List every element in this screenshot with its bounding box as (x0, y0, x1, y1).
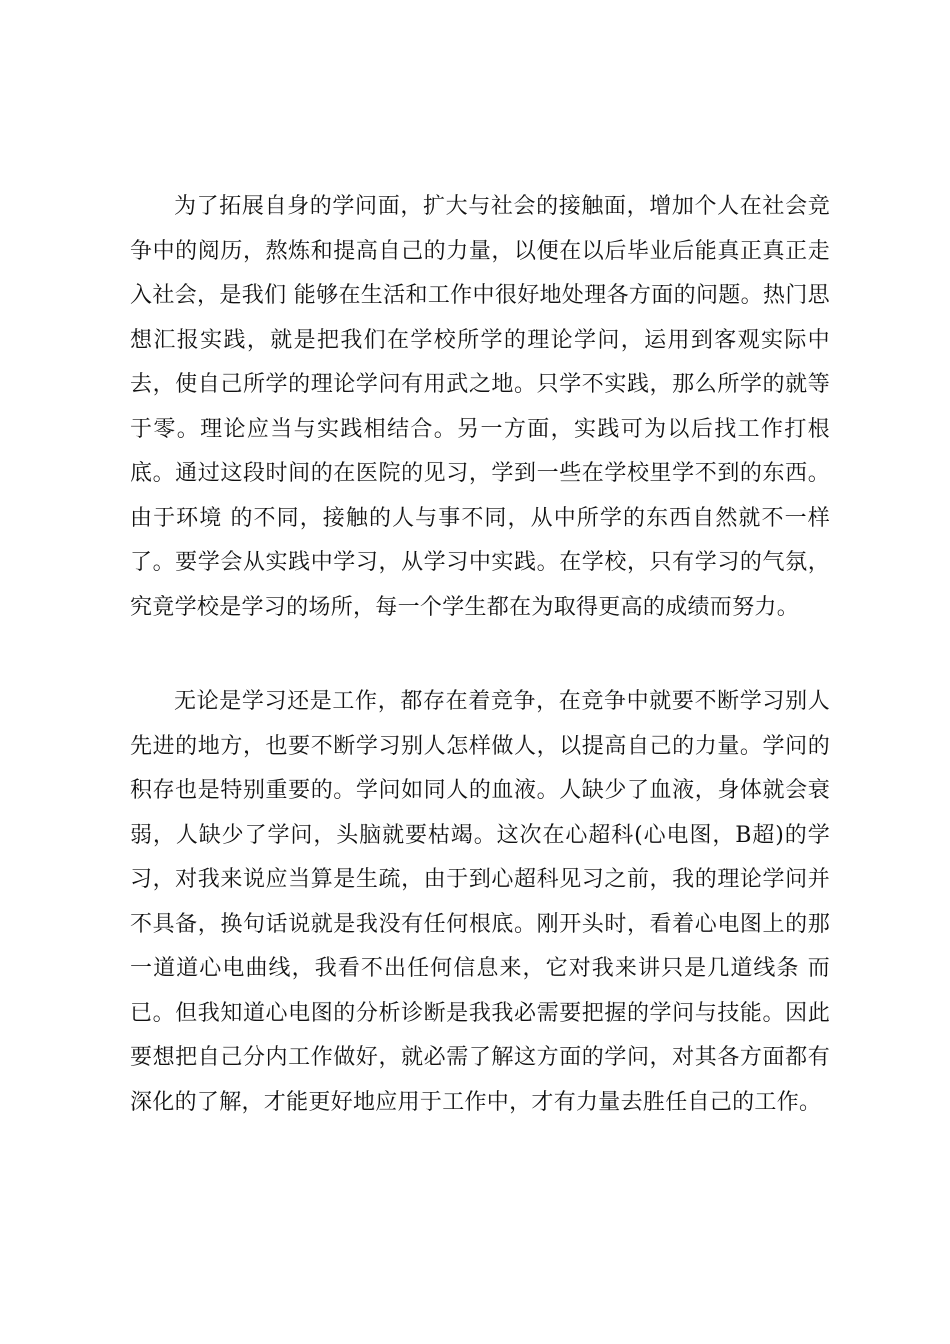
paragraph-line: 想汇报实践，就是把我们在学校所学的理论学问，运用到客观实际中 (130, 327, 830, 353)
paragraph-line: 积存也是特别重要的。学问如同人的血液。人缺少了血液，身体就会衰 (130, 778, 830, 803)
paragraph-line: 不具备，换句话说就是我没有任何根底。刚开头时，看着心电图上的那 (130, 911, 830, 937)
paragraph-line: 一道道心电曲线，我看不出任何信息来，它对我来讲只是几道线条 而 (130, 956, 830, 981)
paragraph-line: 底。通过这段时间的在医院的见习，学到一些在学校里学不到的东西。 (130, 461, 830, 486)
paragraph-line: 无论是学习还是工作，都存在着竞争，在竞争中就要不断学习别人 (174, 689, 830, 714)
paragraph-2 (130, 680, 830, 1125)
paragraph-line: 争中的阅历，熬炼和提高自己的力量，以便在以后毕业后能真正真正走 (130, 238, 830, 264)
paragraph-line: 入社会，是我们 能够在生活和工作中很好地处理各方面的问题。热门思 (130, 283, 830, 308)
paragraph-line: 由于环境 的不同，接触的人与事不同，从中所学的东西自然就不一样 (130, 505, 830, 531)
paragraph-line: 了。要学会从实践中学习，从学习中实践。在学校，只有学习的气氛， (130, 550, 830, 575)
paragraph-line: 弱，人缺少了学问，头脑就要枯竭。这次在心超科(心电图，B超)的学 (130, 822, 830, 848)
paragraph-line: 先进的地方，也要不断学习别人怎样做人，以提高自己的力量。学问的 (130, 733, 830, 759)
paragraph-1 (130, 185, 830, 630)
paragraph-line: 于零。理论应当与实践相结合。另一方面，实践可为以后找工作打根 (130, 416, 830, 442)
paragraph-line: 去，使自己所学的理论学问有用武之地。只学不实践，那么所学的就等 (130, 372, 830, 397)
paragraph-line: 深化的了解，才能更好地应用于工作中，才有力量去胜任自己的工作。 (130, 1089, 822, 1115)
paragraph-line: 习，对我来说应当算是生疏，由于到心超科见习之前，我的理论学问并 (130, 867, 830, 892)
paragraph-line: 要想把自己分内工作做好，就必需了解这方面的学问，对其各方面都有 (130, 1045, 830, 1070)
paragraph-line: 为了拓展自身的学问面，扩大与社会的接触面，增加个人在社会竞 (174, 194, 830, 219)
paragraph-line: 已。但我知道心电图的分析诊断是我我必需要把握的学问与技能。因此 (130, 1000, 830, 1026)
paragraph-line: 究竟学校是学习的场所，每一个学生都在为取得更高的成绩而努力。 (130, 594, 800, 620)
